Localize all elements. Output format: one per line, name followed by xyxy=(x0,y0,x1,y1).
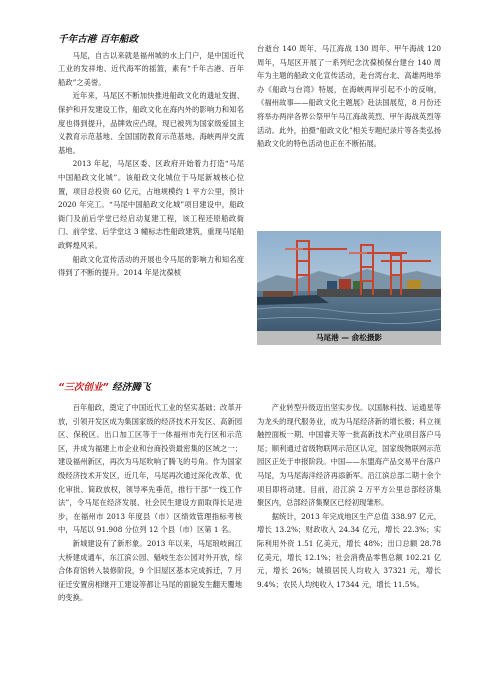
section2-title-quote: “三次创业” xyxy=(58,382,109,393)
section1-paragraph: 近年来，马尾区不断加快推进船政文化的遗址发掘、保护和开发建设工作，船政文化在海内外的影响力和知名度也得到提升，品牌效应凸现，现已被列为国家级爱国主义教育示范基地、全国国防教育示范基地、海峡两岸交流基地。 xyxy=(58,91,244,155)
section1-paragraph: 马尾，自古以来就是福州城的水上门户，是中国近代工业的发祥地、近代海军的摇篮，素有“千年古港、百年船政”之美誉。 xyxy=(58,50,244,87)
port-photo xyxy=(257,231,441,331)
section1-left-column xyxy=(58,33,244,280)
section2-left-column xyxy=(58,401,242,605)
section2-paragraph: 新城建设有了新形象。2013 年以来，马尾琅岐闽江大桥建成通车，东江滨公园、魁岐生态公园对外开放，综合体育馆转入装修阶段，9 个旧屋区基本完成拆迁，7 月征迁安置房相继开工建设等都让马尾的面貌发生翻天覆地的变换。 xyxy=(58,538,242,603)
section2-paragraph: 产业转型升级迈出坚实步伐。以国脉科技、运通星等为龙头的现代服务业，成为马尾经济新的增长极；科立视触控面板一期、中国睿天等一批高新技术产业项目落户马尾；顺利通过省级物联网示范区认定，国家级物联网示范园区正处于申报阶段。中国——东盟海产品交易平台落户马尾，为马尾海洋经济再添新军。沿江滨总部二期十余个项目即将动建。目前，沿江滨 2 万平方公里总部经济集聚区内，总部经济集聚区已经初现雏形。 xyxy=(257,403,441,508)
port-cranes-image xyxy=(257,231,441,331)
section1-paragraph: 船政文化宣传活动的开展也令马尾的影响力和知名度得到了不断的提升。2014 年是沈葆桢 xyxy=(58,254,244,278)
section2-title-rest: 经济腾飞 xyxy=(108,382,151,393)
section2-paragraph: 据统计，2013 年完成地区生产总值 338.97 亿元，增长 13.2%；财政收入 24.34 亿元，增长 22.3%；实际利用外资 1.51 亿美元，增长 48%；出口总额 28.78 亿美元，增长 12.1%；社会消费品零售总额 102.21 亿元，增长 26%；城镇居民人均收入 37321 元，增长 9.4%；农民人均纯收入 17344 元，增长 11.5%。 xyxy=(257,511,441,589)
section1-right-column xyxy=(257,42,441,151)
section1-paragraph: 2013 年起，马尾区委、区政府开始着力打造“马尾 中国船政文化城”。该船政文化城位于马尾新城核心位置，项目总投资 60 亿元，占地规模约 1 平方公里，预计 2020 年完工。“马尾中国船政文化城”项目建设中，船政衙门及前后学堂已经启动复建工程，该工程还原船政衙门、前学堂、后学堂这 3 幢标志性船政建筑，重现马尾船政辉煌风采。 xyxy=(58,159,244,250)
photo-caption-text: 马尾港 — 俞松摄影 xyxy=(315,333,383,342)
section1-title: 千年古港 百年船政 xyxy=(58,34,139,45)
section2-right-column xyxy=(257,401,441,591)
section1-paragraph: 台逝台 140 周年、马江海战 130 周年、甲午海战 120 周年，马尾区开展了一系列纪念沈葆桢保台建台 140 周年为主题的船政文化宣传活动，赴台湾台北、高雄两地举办《船政与台湾》特展，在海峡两岸引起不小的反响，《福州故事——船政文化主题展》赴法国展览，8 月份还将举办两岸各界公祭甲午马江海战英烈、甲午海战英烈等活动。此外，拍摄“船政文化”相关专题纪录片等各类弘扬船政文化的特色活动也正在不断拓展。 xyxy=(257,44,441,149)
photo-caption xyxy=(257,331,441,345)
section2-title xyxy=(58,379,358,393)
section2-paragraph: 百年船政，奠定了中国近代工业的坚实基础；改革开放，引领开发区成为集国家级的经济技术开发区、高新园区、保税区、出口加工区等于一体福州市先行区和示范区，并成为福建上市企业和台商投资最密集的区域之一；建设福州新区，再次为马尾吹响了腾飞的号角。作为国家级经济技术开发区，近几年，马尾再次通过深化改革、优化审批、简政放权，领导率先垂范，推行干部“一线工作法”，令马尾在经济发展、社会民生建设方面取得长足进步，在福州市 2013 年度县（市）区绩效管理指标考核中，马尾以 91.908 分位列 12 个县（市）区第 1 名。 xyxy=(58,403,242,535)
